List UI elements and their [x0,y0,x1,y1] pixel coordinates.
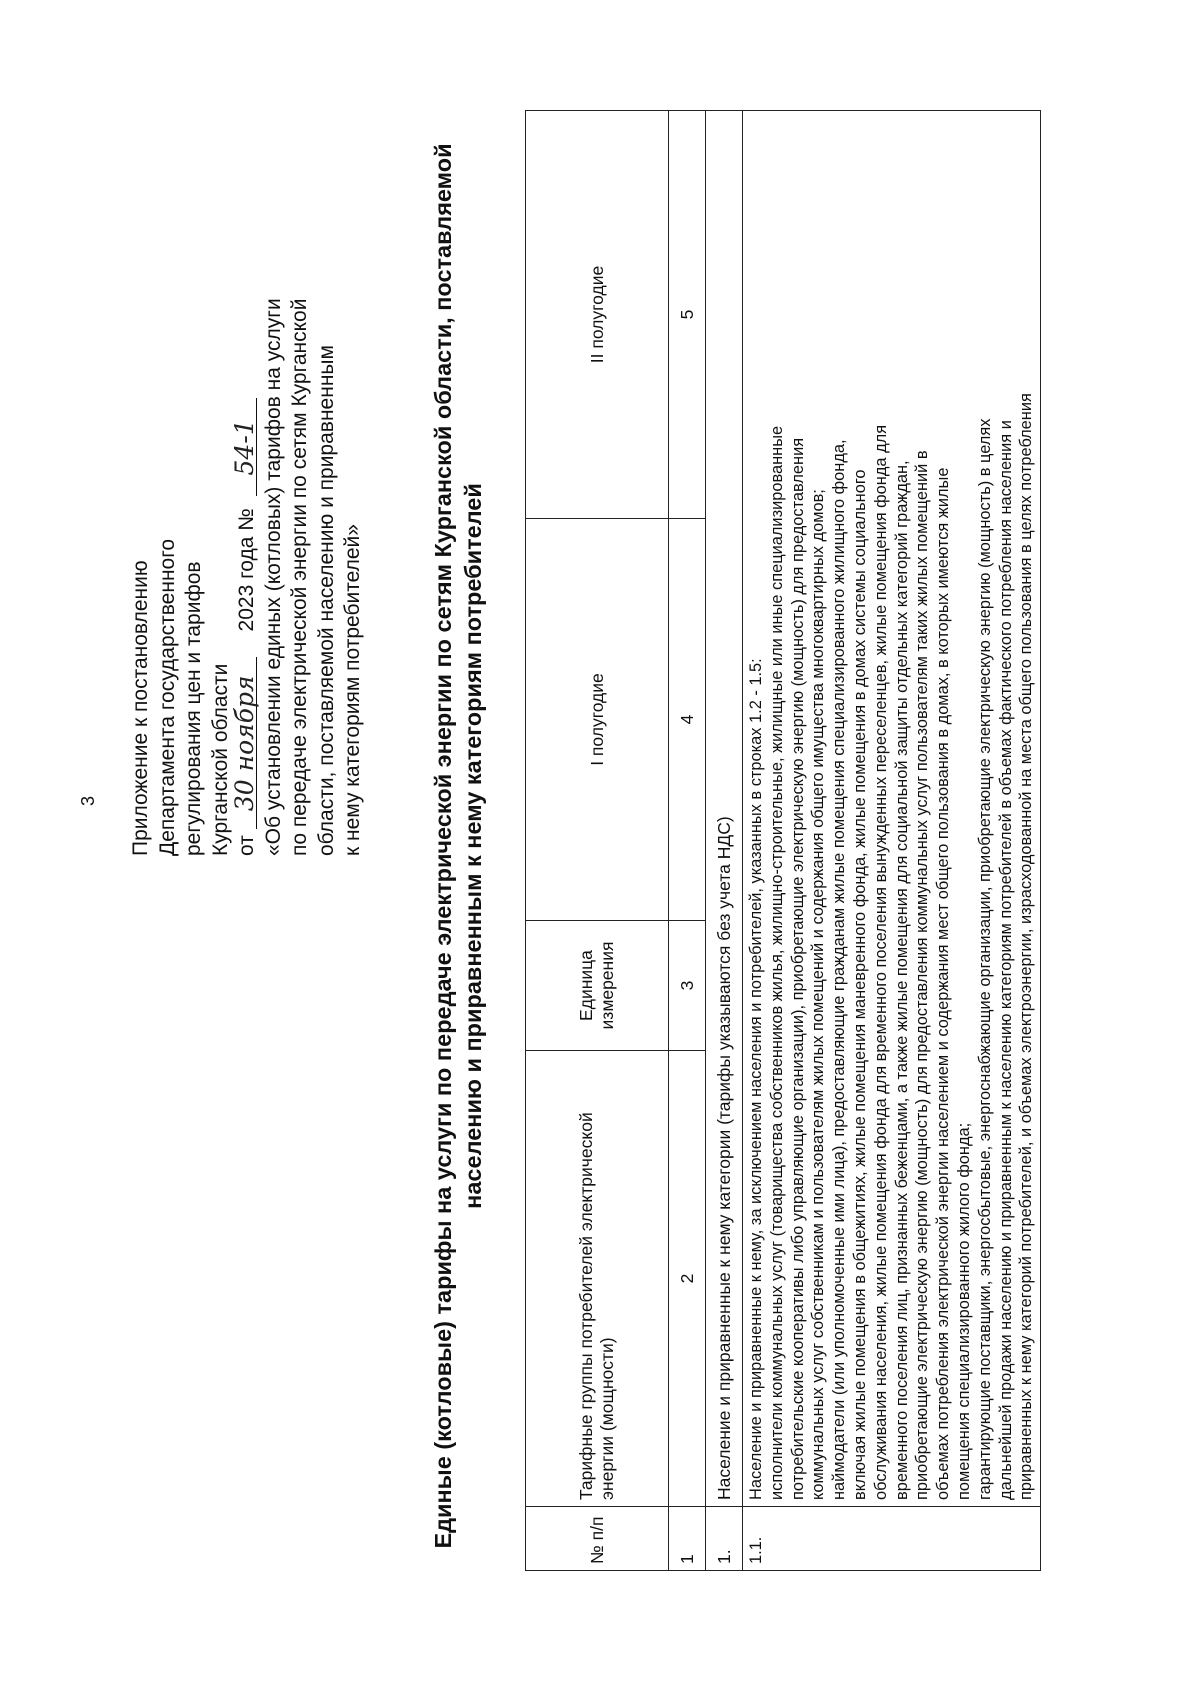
header-second-half: II полугодие [526,111,669,519]
title-line: Единые (котловые) тарифы на услуги по передаче электрической энергии по сетям Курганской области, поставляемой [430,143,456,1549]
column-number: 4 [669,519,706,921]
column-number: 5 [669,111,706,519]
approval-subject-line: области, поставляемой населению и приравненным [314,345,338,856]
description-line: гарантирующие поставщики, энергосбытовые, энергоснабжающие организации, приобретающие электрическую энергию (мощность) в целях [975,418,994,1500]
header-tariff-groups: Тарифные группы потребителей электрической энергии (мощности) [526,1051,669,1507]
section-text: Население и приравненные к нему категории (тарифы указываются без учета НДС) [706,111,743,1507]
table-header-row [526,111,669,1571]
tariff-table [525,110,1041,1571]
handwritten-number: 54-1 [234,398,257,496]
approval-date-line [230,196,261,856]
header-unit: Единица измерения [526,921,669,1051]
description-line: потребительские кооперативы либо управляющие организации), приобретающие электрическую энергию (мощность) для предоставления [788,437,807,1500]
document-title [428,116,488,1576]
title-line: населению и приравненным к нему категориям потребителей [460,483,486,1209]
row-number: 1.1. [743,1507,1041,1571]
description-line: обслуживания населения, жилые помещения фонда для временного поселения вынужденных переселенцев, жилые помещения фонда для [871,424,890,1500]
column-number: 3 [669,921,706,1051]
row-description [743,111,1041,1507]
header-number: № п/п [526,1507,669,1571]
section-row [706,111,743,1571]
handwritten-date: 30 ноября [234,657,257,829]
date-prefix: от [235,835,258,856]
approval-block [128,196,367,856]
column-number: 2 [669,1051,706,1507]
header-first-half: I полугодие [526,519,669,921]
description-line: наймодатели (или уполномоченные ими лица), предоставляющие гражданам жилые помещения специализированного жилищного фонда, [830,439,849,1500]
description-line: Население и приравненные к нему, за исключением населения и потребителей, указанных в строках 1.2 - 1.5: [747,658,765,1500]
approval-line: Департамента государственного [155,538,179,856]
page-number: 3 [78,795,98,806]
approval-subject-line: к нему категориям потребителей» [341,524,364,856]
description-line: приравненных к нему категорий потребителей, и объемах электроэнергии, израсходованной на места общего пользования в целях потребления [1017,393,1036,1500]
description-line: коммунальных услуг собственникам и пользователям жилых помещений и содержания общего имущества многоквартирных домов; [809,489,828,1500]
description-line: включая жилые помещения в общежитиях, жилые помещения маневренного фонда, жилые помещения в домах системы социального [850,469,869,1500]
table-row [743,111,1041,1571]
description-line: исполнители коммунальных услуг (товарищества собственников жилья, жилищно-строительные, жилищные или иные специализированные [767,425,786,1500]
approval-line: Курганской области [208,663,232,856]
approval-subject-line: «Об установлении единых (котловых) тарифов на услуги [261,298,285,856]
description-line: дальнейшей продажи населению и приравненным к населению категориям потребителей в объемах фактического потребления населения и [996,420,1015,1500]
description-line: приобретающие электрическую энергию (мощность) для предоставления коммунальных услуг пользователям таких жилых помещений в [913,450,932,1500]
approval-subject-line: по передаче электрической энергии по сетям Курганской [288,298,311,856]
description-line: временного поселения лиц, признанных беженцами, а также жилые помещения для социальной защиты отдельных категорий граждан, [892,460,911,1500]
section-number: 1. [706,1507,743,1571]
approval-line: Приложение к постановлению [129,560,152,856]
approval-line: регулирования цен и тарифов [182,561,205,856]
column-number: 1 [669,1507,706,1571]
description-line: помещения специализированного жилого фонда; [954,1122,973,1500]
description-line: объемах потребления электрической энергии населением и содержания мест общего пользования в домах, в которых имеются жилые [934,467,953,1500]
year-text: 2023 года № [235,508,258,632]
column-number-row [669,111,706,1571]
